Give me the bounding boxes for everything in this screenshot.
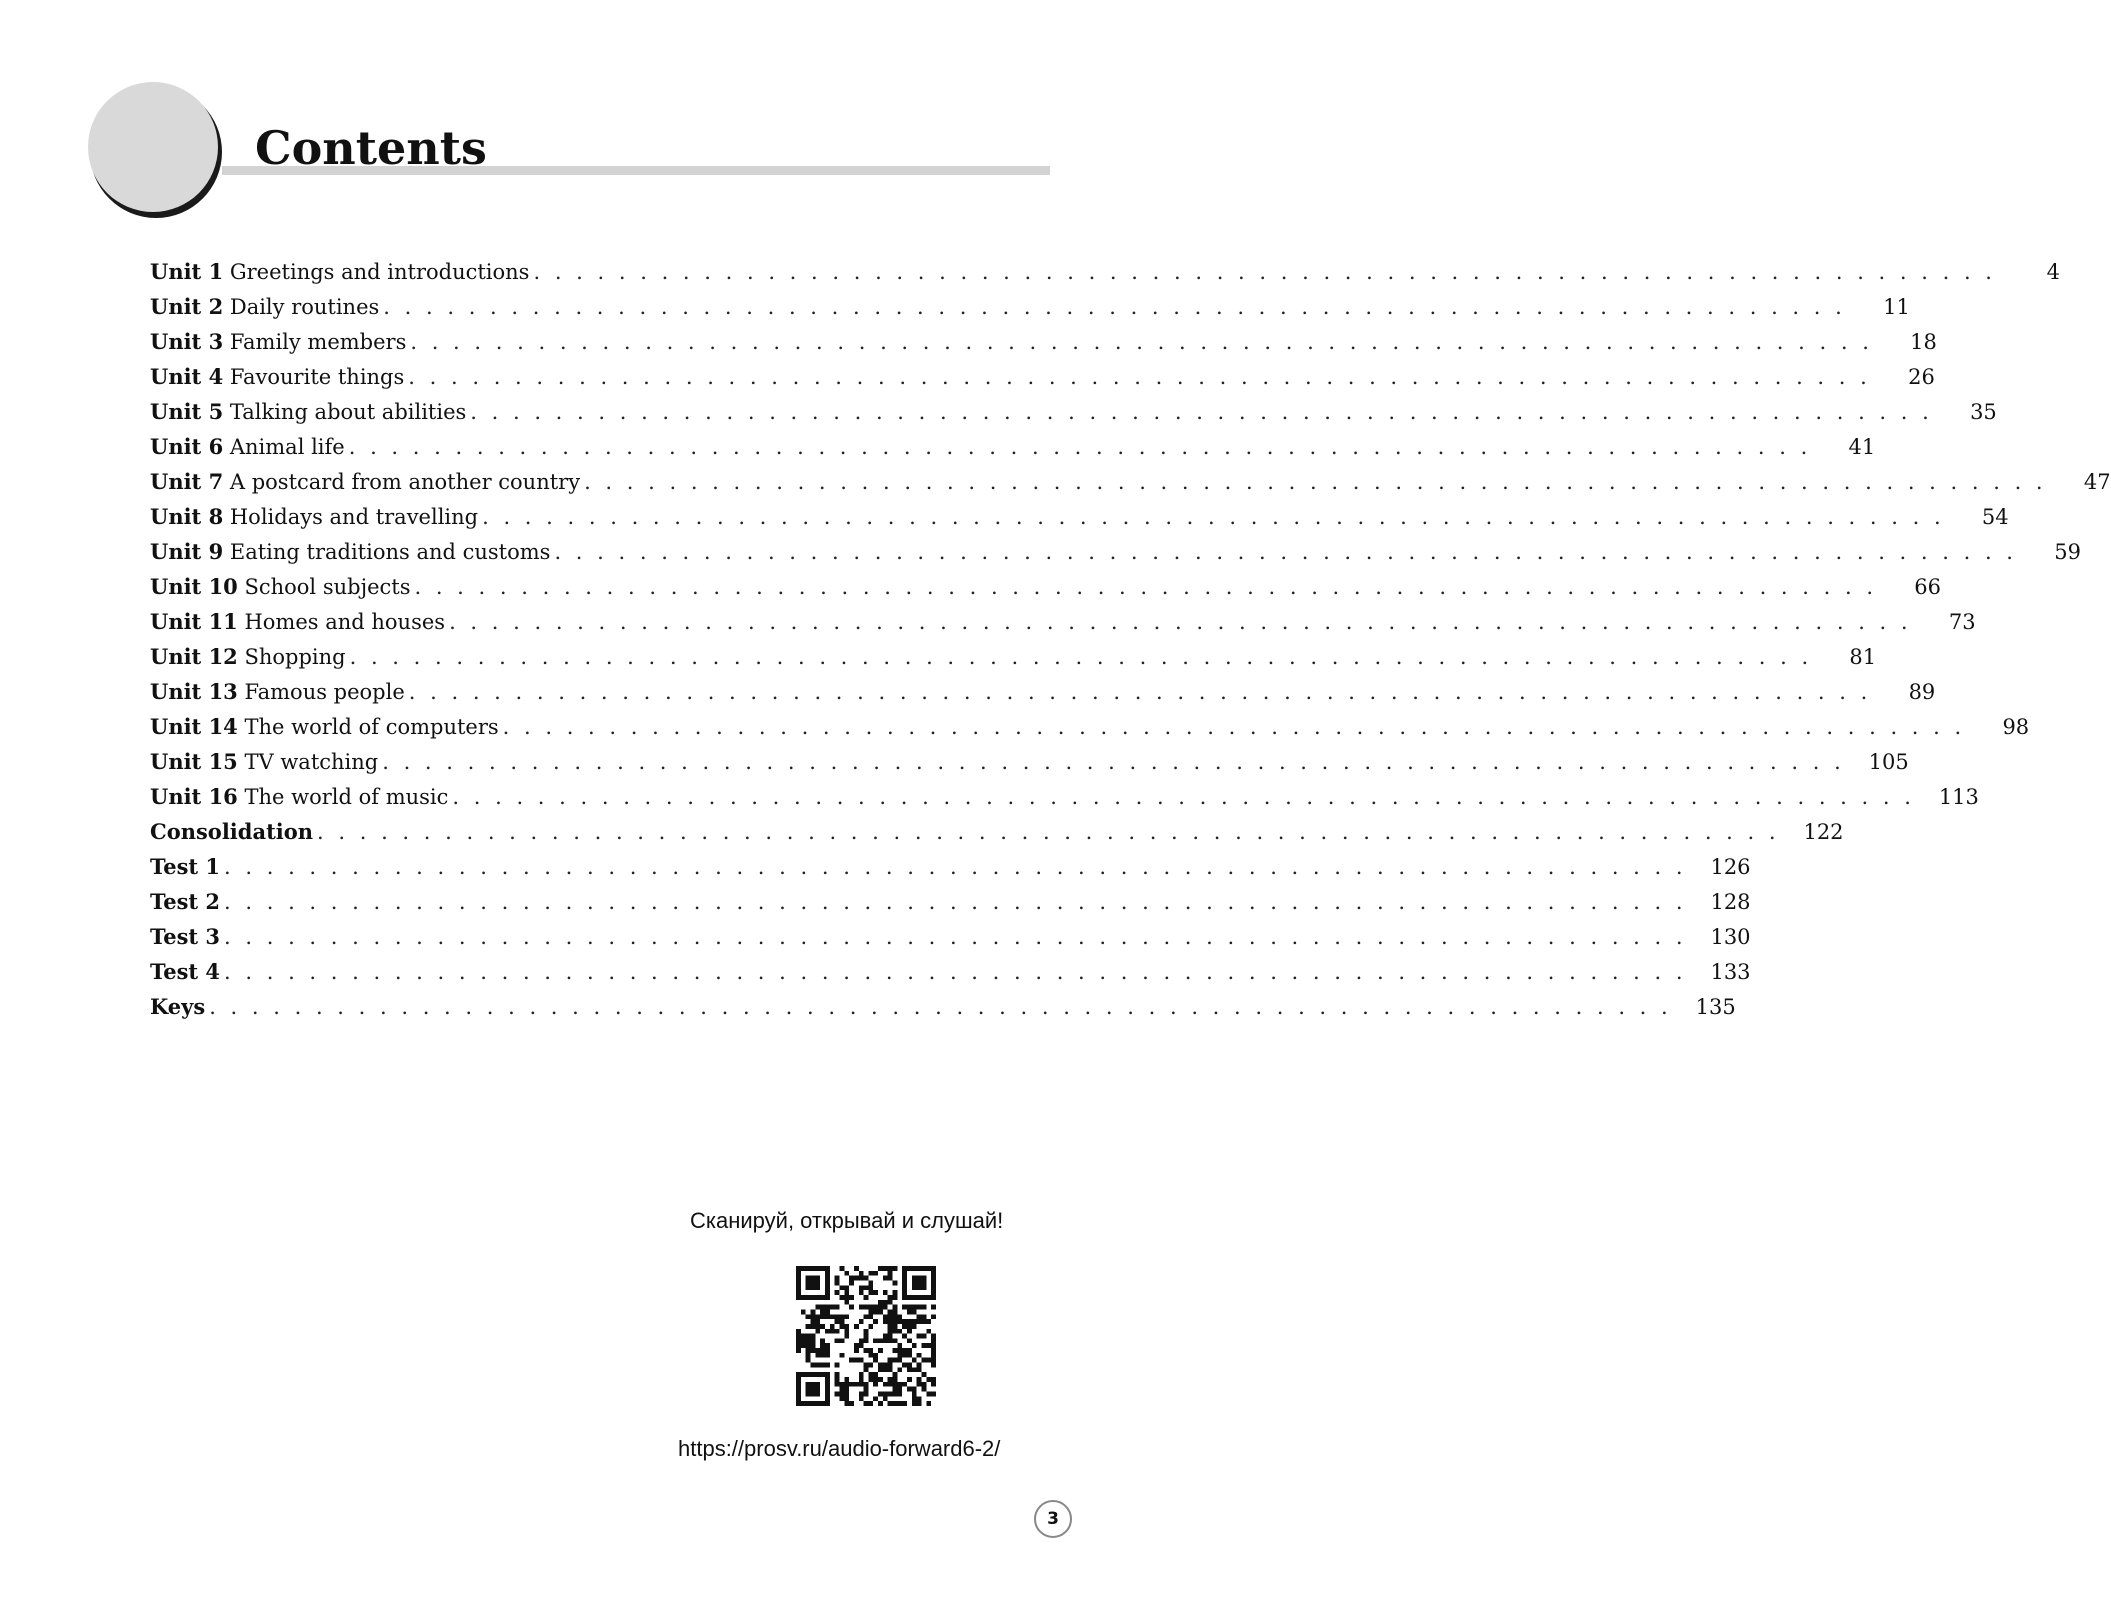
toc-label: [150, 534, 550, 570]
toc-label: [150, 254, 529, 290]
toc-page-number: 35: [1970, 400, 1997, 424]
toc-page-number: 4: [2046, 260, 2060, 284]
toc-unit-number: Unit 1: [150, 259, 224, 284]
toc-unit-title: Daily routines: [223, 295, 380, 319]
toc-unit-number: Test 2: [150, 889, 221, 914]
toc-row[interactable]: [150, 919, 1751, 954]
page-number-badge: [1034, 1500, 1072, 1538]
toc-page-number: 81: [1849, 645, 1877, 669]
toc-page-number: 41: [1848, 435, 1876, 459]
toc-unit-title: Animal life: [223, 435, 345, 459]
toc-label: [150, 604, 445, 640]
toc-row[interactable]: [150, 534, 2081, 569]
toc-page-number: 113: [1938, 785, 1979, 809]
toc-page-number: 98: [2002, 715, 2030, 739]
toc-leader-dots: . . . . . . . . . . . . . . . . . . . . . . . . . . . . . . . . . . . . . . . . . . . . . . . . . . . . . . . . . . . . . . . . . . . . .: [224, 925, 1687, 949]
toc-unit-number: Unit 14: [150, 714, 238, 739]
toc-unit-number: Unit 5: [150, 399, 224, 424]
toc-leader-dots: . . . . . . . . . . . . . . . . . . . . . . . . . . . . . . . . . . . . . . . . . . . . . . . . . . . . . . . . . . . . . . . . . . . . .: [449, 610, 1912, 634]
toc-unit-number: Unit 9: [150, 539, 224, 564]
toc-unit-number: Unit 7: [150, 469, 224, 494]
toc-unit-number: Test 1: [150, 854, 221, 879]
toc-unit-title: School subjects: [237, 575, 411, 599]
toc-page-number: 47: [2083, 470, 2111, 494]
toc-label: [150, 884, 220, 920]
toc-page-number: 26: [1908, 365, 1935, 389]
toc-leader-dots: . . . . . . . . . . . . . . . . . . . . . . . . . . . . . . . . . . . . . . . . . . . . . . . . . . . . . . . . . . . . . . . . . . . . .: [452, 785, 1915, 809]
toc-label: [150, 674, 405, 710]
toc-row[interactable]: [150, 359, 1935, 394]
toc-row[interactable]: [150, 744, 1909, 779]
toc-page-number: 130: [1710, 925, 1751, 949]
toc-row[interactable]: [150, 779, 1979, 814]
toc-label: [150, 814, 313, 850]
toc-label: [150, 779, 448, 815]
toc-leader-dots: . . . . . . . . . . . . . . . . . . . . . . . . . . . . . . . . . . . . . . . . . . . . . . . . . . . . . . . . . . . . . . . . . . . . .: [502, 715, 1966, 739]
toc-unit-title: Famous people: [237, 680, 405, 704]
page-number: 3: [1047, 1509, 1059, 1529]
toc-page-number: 128: [1710, 890, 1751, 914]
toc-label: [150, 499, 478, 535]
qr-code-icon[interactable]: [796, 1266, 936, 1406]
toc-unit-title: Greetings and introductions: [223, 260, 530, 284]
toc-leader-dots: . . . . . . . . . . . . . . . . . . . . . . . . . . . . . . . . . . . . . . . . . . . . . . . . . . . . . . . . . . . . . . . . . . . . .: [533, 260, 1996, 284]
toc-row[interactable]: [150, 569, 1941, 604]
toc-row[interactable]: [150, 674, 1936, 709]
toc-unit-number: Test 4: [150, 959, 221, 984]
toc-row[interactable]: [150, 254, 2060, 289]
toc-unit-number: Keys: [150, 994, 206, 1019]
toc-unit-number: Unit 4: [150, 364, 224, 389]
toc-page-number: 66: [1914, 575, 1941, 599]
toc-row[interactable]: [150, 814, 1844, 849]
toc-page-number: 73: [1948, 610, 1976, 634]
toc-row[interactable]: [150, 709, 2030, 744]
toc-leader-dots: . . . . . . . . . . . . . . . . . . . . . . . . . . . . . . . . . . . . . . . . . . . . . . . . . . . . . . . . . . . . . . . . . . . . .: [349, 645, 1813, 669]
toc-label: [150, 289, 379, 325]
toc-leader-dots: . . . . . . . . . . . . . . . . . . . . . . . . . . . . . . . . . . . . . . . . . . . . . . . . . . . . . . . . . . . . . . . . . . . . .: [317, 820, 1780, 844]
decorative-circle: [88, 82, 218, 212]
toc-leader-dots: . . . . . . . . . . . . . . . . . . . . . . . . . . . . . . . . . . . . . . . . . . . . . . . . . . . . . . . . . . . . . . . . . . . . .: [410, 330, 1873, 354]
toc-page-number: 122: [1803, 820, 1844, 844]
toc-page-number: 54: [1981, 505, 2009, 529]
toc-label: [150, 989, 205, 1025]
scan-prompt: Сканируй, открывай и слушай!: [690, 1208, 1004, 1233]
toc-unit-title: Holidays and travelling: [223, 505, 479, 529]
audio-url-link[interactable]: https://prosv.ru/audio-forward6-2/: [678, 1436, 1001, 1461]
toc-label: [150, 359, 404, 395]
toc-unit-number: Unit 11: [150, 609, 238, 634]
toc-leader-dots: . . . . . . . . . . . . . . . . . . . . . . . . . . . . . . . . . . . . . . . . . . . . . . . . . . . . . . . . . . . . . . . . . . . . .: [408, 365, 1871, 389]
toc-label: [150, 744, 378, 780]
toc-page-number: 59: [2054, 540, 2081, 564]
toc-row[interactable]: [150, 639, 1877, 674]
toc-row[interactable]: [150, 394, 1997, 429]
toc-page-number: 126: [1710, 855, 1751, 879]
toc-unit-number: Unit 2: [150, 294, 224, 319]
toc-page-number: 11: [1883, 295, 1910, 319]
toc-unit-title: The world of music: [237, 785, 449, 809]
toc-leader-dots: . . . . . . . . . . . . . . . . . . . . . . . . . . . . . . . . . . . . . . . . . . . . . . . . . . . . . . . . . . . . . . . . . . . . .: [382, 750, 1845, 774]
toc-row[interactable]: [150, 989, 1736, 1024]
toc-unit-number: Consolidation: [150, 819, 314, 844]
toc-unit-number: Unit 15: [150, 749, 238, 774]
toc-leader-dots: . . . . . . . . . . . . . . . . . . . . . . . . . . . . . . . . . . . . . . . . . . . . . . . . . . . . . . . . . . . . . . . . . . . . .: [209, 995, 1672, 1019]
toc-row[interactable]: [150, 464, 2111, 499]
table-of-contents: [150, 254, 2111, 1024]
toc-label: [150, 324, 406, 360]
toc-unit-title: TV watching: [237, 750, 379, 774]
toc-label: [150, 464, 580, 500]
toc-label: [150, 709, 499, 745]
toc-label: [150, 569, 410, 605]
toc-page-number: 18: [1910, 330, 1937, 354]
toc-row[interactable]: [150, 429, 1876, 464]
toc-leader-dots: . . . . . . . . . . . . . . . . . . . . . . . . . . . . . . . . . . . . . . . . . . . . . . . . . . . . . . . . . . . . . . . . . . . . .: [348, 435, 1812, 459]
toc-leader-dots: . . . . . . . . . . . . . . . . . . . . . . . . . . . . . . . . . . . . . . . . . . . . . . . . . . . . . . . . . . . . . . . . . . . . .: [470, 400, 1933, 424]
toc-unit-title: The world of computers: [237, 715, 499, 739]
toc-unit-number: Unit 8: [150, 504, 224, 529]
toc-row[interactable]: [150, 849, 1751, 884]
toc-page-number: 105: [1868, 750, 1909, 774]
toc-label: [150, 919, 220, 955]
toc-unit-number: Unit 13: [150, 679, 238, 704]
toc-row[interactable]: [150, 324, 1937, 359]
toc-unit-title: Talking about abilities: [223, 400, 467, 424]
toc-unit-number: Unit 6: [150, 434, 224, 459]
toc-row[interactable]: [150, 604, 1976, 639]
toc-row[interactable]: [150, 499, 2009, 534]
toc-page-number: 89: [1908, 680, 1936, 704]
toc-leader-dots: . . . . . . . . . . . . . . . . . . . . . . . . . . . . . . . . . . . . . . . . . . . . . . . . . . . . . . . . . . . . . . . . . . . . .: [224, 855, 1687, 879]
page-title: Contents: [255, 121, 487, 175]
toc-label: [150, 639, 346, 675]
toc-label: [150, 429, 345, 465]
toc-unit-number: Unit 12: [150, 644, 238, 669]
toc-leader-dots: . . . . . . . . . . . . . . . . . . . . . . . . . . . . . . . . . . . . . . . . . . . . . . . . . . . . . . . . . . . . . . . . . . . . .: [584, 470, 2047, 494]
toc-unit-number: Unit 16: [150, 784, 238, 809]
toc-label: [150, 849, 220, 885]
toc-label: [150, 394, 466, 430]
toc-leader-dots: . . . . . . . . . . . . . . . . . . . . . . . . . . . . . . . . . . . . . . . . . . . . . . . . . . . . . . . . . . . . . . . . . . . . .: [383, 295, 1846, 319]
toc-label: [150, 954, 220, 990]
toc-row[interactable]: [150, 289, 1910, 324]
toc-unit-number: Unit 10: [150, 574, 238, 599]
toc-leader-dots: . . . . . . . . . . . . . . . . . . . . . . . . . . . . . . . . . . . . . . . . . . . . . . . . . . . . . . . . . . . . . . . . . . . . .: [408, 680, 1872, 704]
toc-unit-title: Homes and houses: [237, 610, 446, 634]
toc-row[interactable]: [150, 954, 1751, 989]
toc-page-number: 135: [1695, 995, 1736, 1019]
toc-unit-number: Unit 3: [150, 329, 224, 354]
toc-leader-dots: . . . . . . . . . . . . . . . . . . . . . . . . . . . . . . . . . . . . . . . . . . . . . . . . . . . . . . . . . . . . . . . . . . . . .: [224, 960, 1687, 984]
toc-row[interactable]: [150, 884, 1751, 919]
toc-unit-title: Eating traditions and customs: [223, 540, 551, 564]
toc-leader-dots: . . . . . . . . . . . . . . . . . . . . . . . . . . . . . . . . . . . . . . . . . . . . . . . . . . . . . . . . . . . . . . . . . . . . .: [482, 505, 1945, 529]
toc-unit-title: Favourite things: [223, 365, 405, 389]
toc-leader-dots: . . . . . . . . . . . . . . . . . . . . . . . . . . . . . . . . . . . . . . . . . . . . . . . . . . . . . . . . . . . . . . . . . . . . .: [414, 575, 1877, 599]
toc-unit-title: Shopping: [237, 645, 346, 669]
toc-unit-number: Test 3: [150, 924, 221, 949]
toc-page-number: 133: [1710, 960, 1751, 984]
toc-unit-title: A postcard from another country: [223, 470, 581, 494]
toc-leader-dots: . . . . . . . . . . . . . . . . . . . . . . . . . . . . . . . . . . . . . . . . . . . . . . . . . . . . . . . . . . . . . . . . . . . . .: [554, 540, 2017, 564]
toc-leader-dots: . . . . . . . . . . . . . . . . . . . . . . . . . . . . . . . . . . . . . . . . . . . . . . . . . . . . . . . . . . . . . . . . . . . . .: [224, 890, 1687, 914]
toc-unit-title: Family members: [223, 330, 407, 354]
